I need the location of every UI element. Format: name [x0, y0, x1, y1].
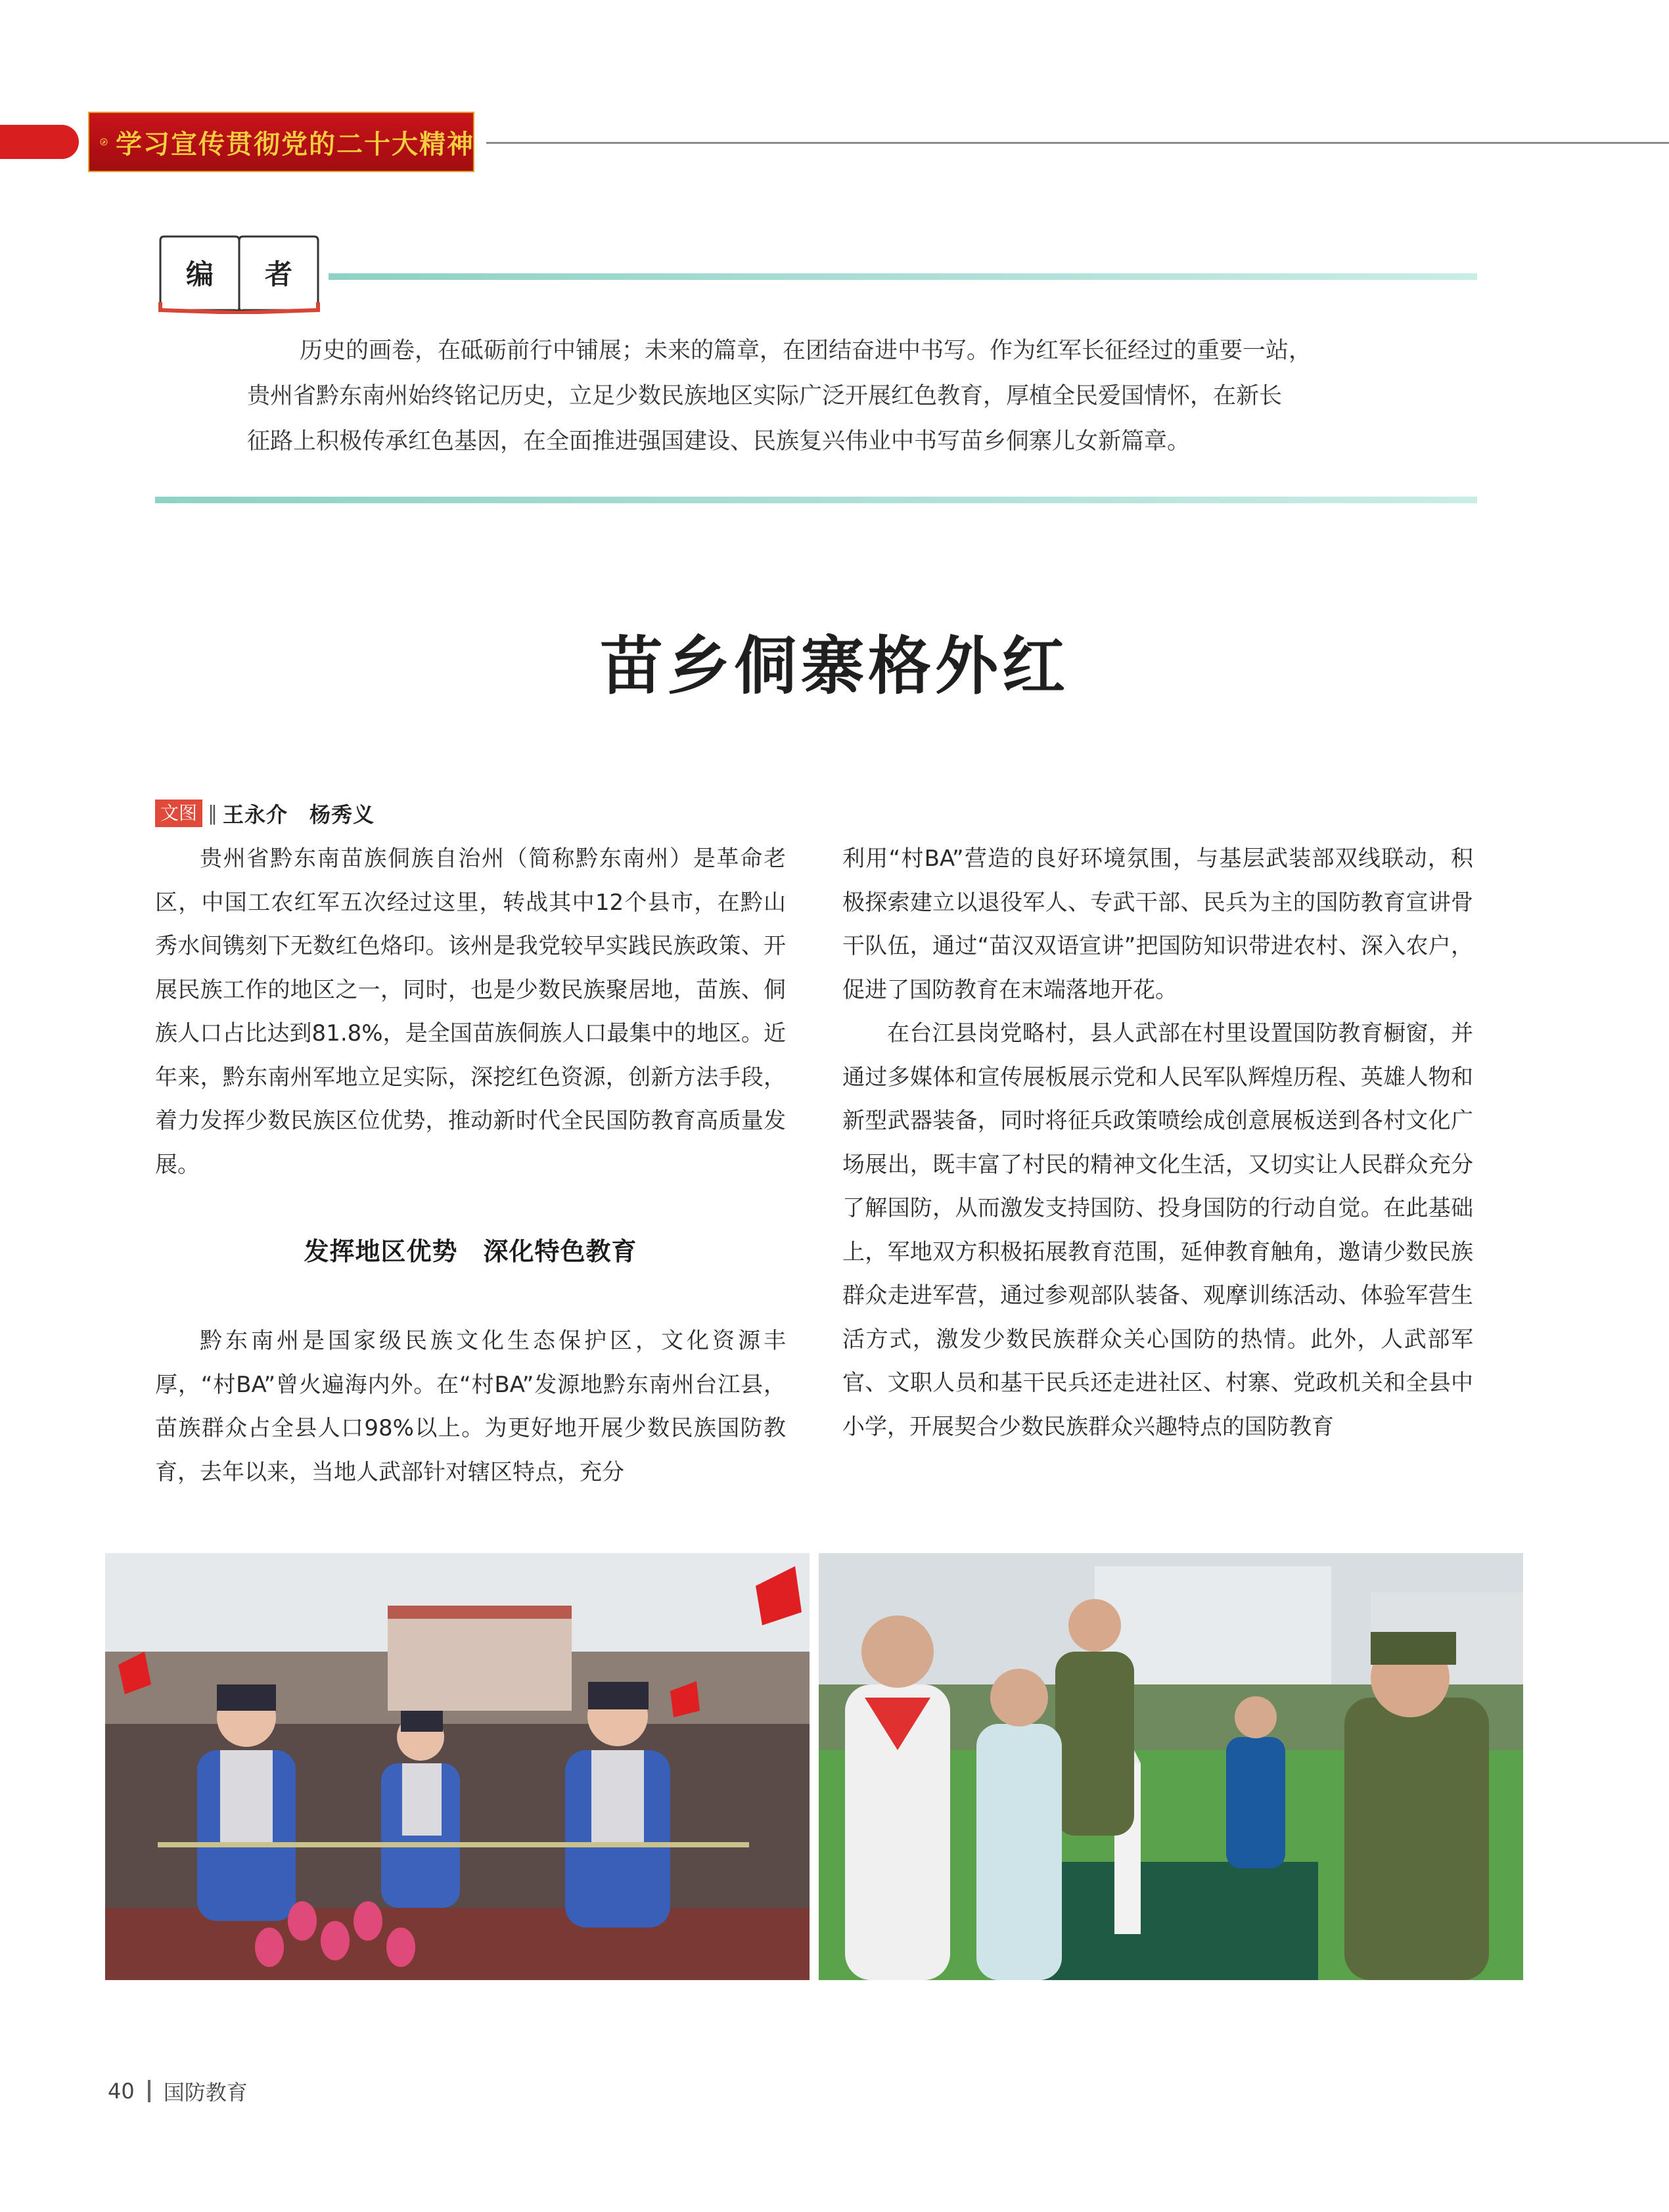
book-icon [156, 234, 322, 314]
footer-divider [148, 2080, 150, 2102]
left-paragraph-2: 黔东南州是国家级民族文化生态保护区，文化资源丰厚，“村BA”曾火遍海内外。在“村BA”发源地黔东南州台江县，苗族群众占全县人口98%以上。为更好地开展少数民族国防教育，去年以来，当地人武部针对辖区特点，充分 [155, 1328, 786, 1485]
header-rule [486, 142, 1669, 144]
note-top-rule [329, 273, 1477, 280]
byline-authors: 王永介 杨秀义 [223, 802, 375, 827]
page-footer [108, 2076, 248, 2106]
note-label-right: 者 [264, 258, 293, 290]
header-red-tab [0, 125, 79, 159]
editor-note-text [247, 328, 1423, 464]
right-column [842, 837, 1473, 1449]
photo-soldiers-students-image [819, 1553, 1523, 1980]
article-title: 苗乡侗寨格外红 [600, 629, 1069, 703]
party-emblem-icon [100, 125, 108, 158]
subheading: 发挥地区优势 深化特色教育 [304, 1237, 637, 1266]
page-number: 40 [108, 2079, 135, 2104]
byline-tag: 文图 [155, 800, 202, 827]
banner-text: 学习宣传贯彻党的二十大精神 [116, 128, 474, 160]
byline-separator: ‖ [208, 801, 218, 825]
left-paragraph-1: 贵州省黔东南苗族侗族自治州（简称黔东南州）是革命老区，中国工农红军五次经过这里，转战其中12个县市，在黔山秀水间镌刻下无数红色烙印。该州是我党较早实践民族政策、开展民族工作的地区之一，同时，也是少数民族聚居地，苗族、侗族人口占比达到81.8%，是全国苗族侗族人口最集中的地区。近年来，黔东南州军地立足实际，深挖红色资源，创新方法手段，着力发挥少数民族区位优势，推动新时代全民国防教育高质量发展。 [155, 846, 786, 1178]
left-column-bottom [155, 1319, 786, 1494]
byline [155, 799, 375, 828]
note-label-left: 编 [185, 258, 214, 290]
photo-parade [105, 1553, 810, 1980]
note-line-1: 历史的画卷，在砥砺前行中铺展；未来的篇章，在团结奋进中书写。作为红军长征经过的重要一站， [300, 338, 1312, 364]
note-bottom-rule [155, 497, 1477, 503]
left-column-top [155, 837, 786, 1186]
photo-parade-image [105, 1553, 810, 1980]
note-line-3: 征路上积极传承红色基因，在全面推进强国建设、民族复兴伟业中书写苗乡侗寨儿女新篇章。 [247, 428, 1191, 455]
right-paragraph-1: 利用“村BA”营造的良好环境氛围，与基层武装部双线联动，积极探索建立以退役军人、专武干部、民兵为主的国防教育宣讲骨干队伍，通过“苗汉双语宣讲”把国防知识带进农村、深入农户，促进了国防教育在末端落地开花。 [842, 846, 1473, 1003]
magazine-name: 国防教育 [163, 2080, 248, 2105]
section-banner [88, 112, 474, 172]
note-line-2: 贵州省黔东南州始终铭记历史，立足少数民族地区实际广泛开展红色教育，厚植全民爱国情怀，在新长 [247, 383, 1283, 409]
photo-soldiers-students [819, 1553, 1523, 1980]
right-paragraph-2: 在台江县岗党略村，县人武部在村里设置国防教育橱窗，并通过多媒体和宣传展板展示党和人民军队辉煌历程、英雄人物和新型武器装备，同时将征兵政策喷绘成创意展板送到各村文化广场展出，既丰富了村民的精神文化生活，又切实让人民群众充分了解国防，从而激发支持国防、投身国防的行动自觉。在此基础上，军地双方积极拓展教育范围，延伸教育触角，邀请少数民族群众走进军营，通过参观部队装备、观摩训练活动、体验军营生活方式，激发少数民族群众关心国防的热情。此外，人武部军官、文职人员和基干民兵还走进社区、村寨、党政机关和全县中小学，开展契合少数民族群众兴趣特点的国防教育 [842, 1020, 1473, 1440]
